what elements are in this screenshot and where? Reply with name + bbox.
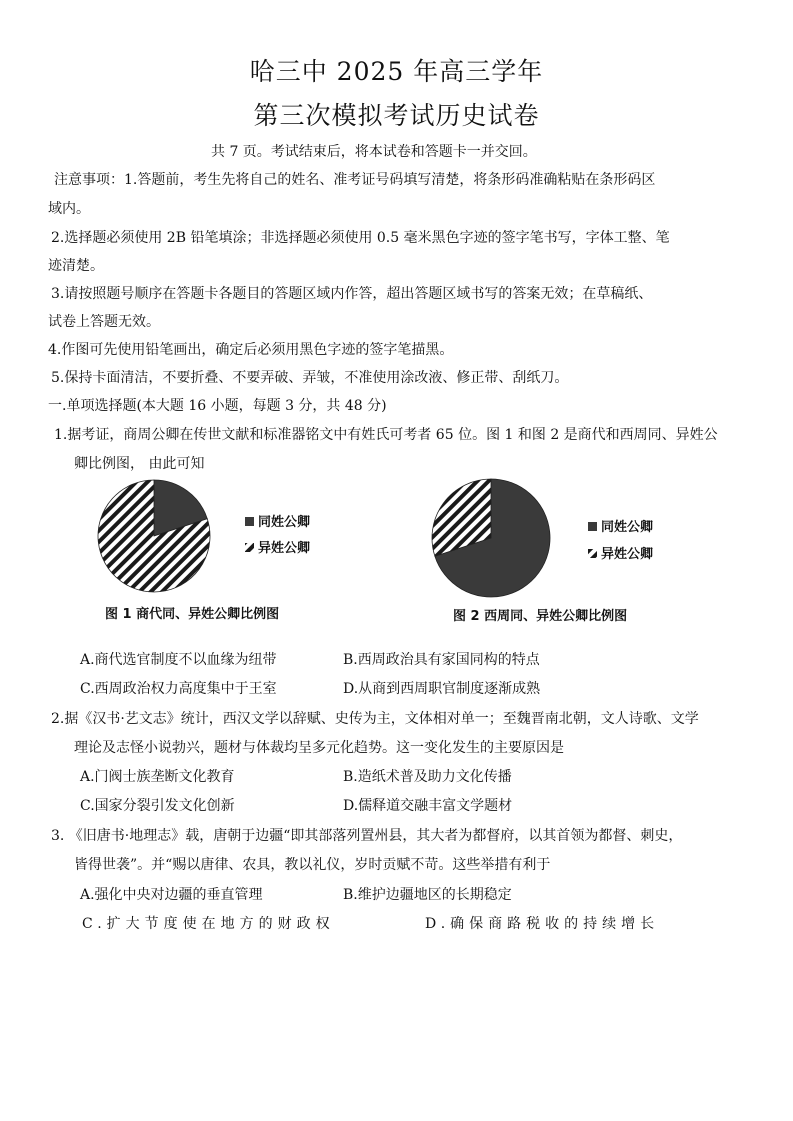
q2-stem-line-b: 理论及志怪小说勃兴，题材与体裁均呈多元化趋势。这一变化发生的主要原因是	[74, 740, 564, 756]
legend-label-diff-surname: 异姓公卿	[258, 541, 311, 556]
q2-option-a[interactable]: A.门阀士族垄断文化教育	[80, 769, 235, 785]
q3-stem-line-b: 皆得世袭”。并“赐以唐律、农具，教以礼仪，岁时贡赋不苛。这些举措有利于	[74, 857, 551, 873]
legend-label-diff-surname: 异姓公卿	[601, 547, 654, 562]
legend-label-same-surname: 同姓公卿	[258, 515, 311, 530]
exam-title-school: 哈三中 2025 年高三学年	[249, 57, 544, 86]
q3-stem-line-a: 3. 《旧唐书·地理志》载，唐朝于边疆“即其部落列置州县，其大者为都督府，以其首领为都督、刺史，	[51, 828, 683, 844]
q3-option-c[interactable]: C.扩大节度使在地方的财政权	[82, 916, 335, 932]
legend-swatch-diff-surname	[245, 543, 254, 552]
note-2-line-a: 2.选择题必须使用 2B 铅笔填涂；非选择题必须使用 0.5 毫米黑色字迹的签字笔书写，字体工整、笔	[51, 230, 670, 246]
pie-chart-shang	[96, 474, 356, 599]
q1-option-c[interactable]: C.西周政治权力高度集中于王室	[80, 681, 277, 697]
legend-swatch-diff-surname	[588, 549, 597, 558]
q1-stem-line-a: 1.据考证，商周公卿在传世文献和标准器铭文中有姓氏可考者 65 位。图 1 和图 2 是商代和西周同、异姓公	[54, 427, 718, 443]
pie-chart-zhou	[425, 474, 685, 604]
q3-option-a[interactable]: A.强化中央对边疆的垂直管理	[80, 887, 263, 903]
pages-note: 共 7 页。考试结束后，将本试卷和答题卡一并交回。	[211, 144, 537, 160]
chart-1-caption: 图 1 商代同、异姓公卿比例图	[105, 607, 280, 622]
q1-option-d[interactable]: D.从商到西周职官制度逐渐成熟	[343, 681, 541, 697]
legend-label-same-surname: 同姓公卿	[601, 520, 654, 535]
q2-option-c[interactable]: C.国家分裂引发文化创新	[80, 798, 235, 814]
q1-option-b[interactable]: B.西周政治具有家国同构的特点	[343, 652, 540, 668]
legend-swatch-same-surname	[245, 517, 254, 526]
q2-option-b[interactable]: B.造纸术普及助力文化传播	[343, 769, 512, 785]
pie-chart-shang-svg	[96, 474, 356, 599]
pie-2-slices	[432, 479, 550, 597]
exam-title-subject: 第三次模拟考试历史试卷	[253, 101, 540, 130]
q3-option-d[interactable]: D.确保商路税收的持续增长	[425, 916, 660, 932]
note-1-line-b: 域内。	[48, 201, 90, 217]
note-1-line-a: 注意事项：1.答题前，考生先将自己的姓名、准考证号码填写清楚，将条形码准确粘贴在条形码区	[54, 172, 656, 188]
pie-1-slices	[98, 480, 210, 592]
q2-option-d[interactable]: D.儒释道交融丰富文学题材	[343, 798, 513, 814]
pie-chart-zhou-svg	[425, 474, 685, 604]
note-3-line-b: 试卷上答题无效。	[48, 314, 160, 330]
note-3-line-a: 3.请按照题号顺序在答题卡各题目的答题区域内作答，超出答题区域书写的答案无效；在草稿纸、	[51, 286, 653, 302]
chart-2-caption: 图 2 西周同、异姓公卿比例图	[453, 609, 628, 624]
q2-stem-line-a: 2.据《汉书·艺文志》统计，西汉文学以辞赋、史传为主，文体相对单一；至魏晋南北朝，文人诗歌、文学	[51, 711, 699, 727]
q1-option-a[interactable]: A.商代选官制度不以血缘为纽带	[80, 652, 277, 668]
note-5: 5.保持卡面清洁，不要折叠、不要弄破、弄皱，不准使用涂改液、修正带、刮纸刀。	[51, 370, 569, 386]
section-heading: 一.单项选择题(本大题 16 小题，每题 3 分，共 48 分)	[48, 398, 387, 414]
legend-swatch-same-surname	[588, 522, 597, 531]
q3-option-b[interactable]: B.维护边疆地区的长期稳定	[343, 887, 512, 903]
note-4: 4.作图可先使用铅笔画出，确定后必须用黑色字迹的签字笔描黑。	[48, 342, 454, 358]
q1-stem-line-b: 卿比例图， 由此可知	[74, 456, 205, 472]
note-2-line-b: 迹清楚。	[48, 258, 104, 274]
